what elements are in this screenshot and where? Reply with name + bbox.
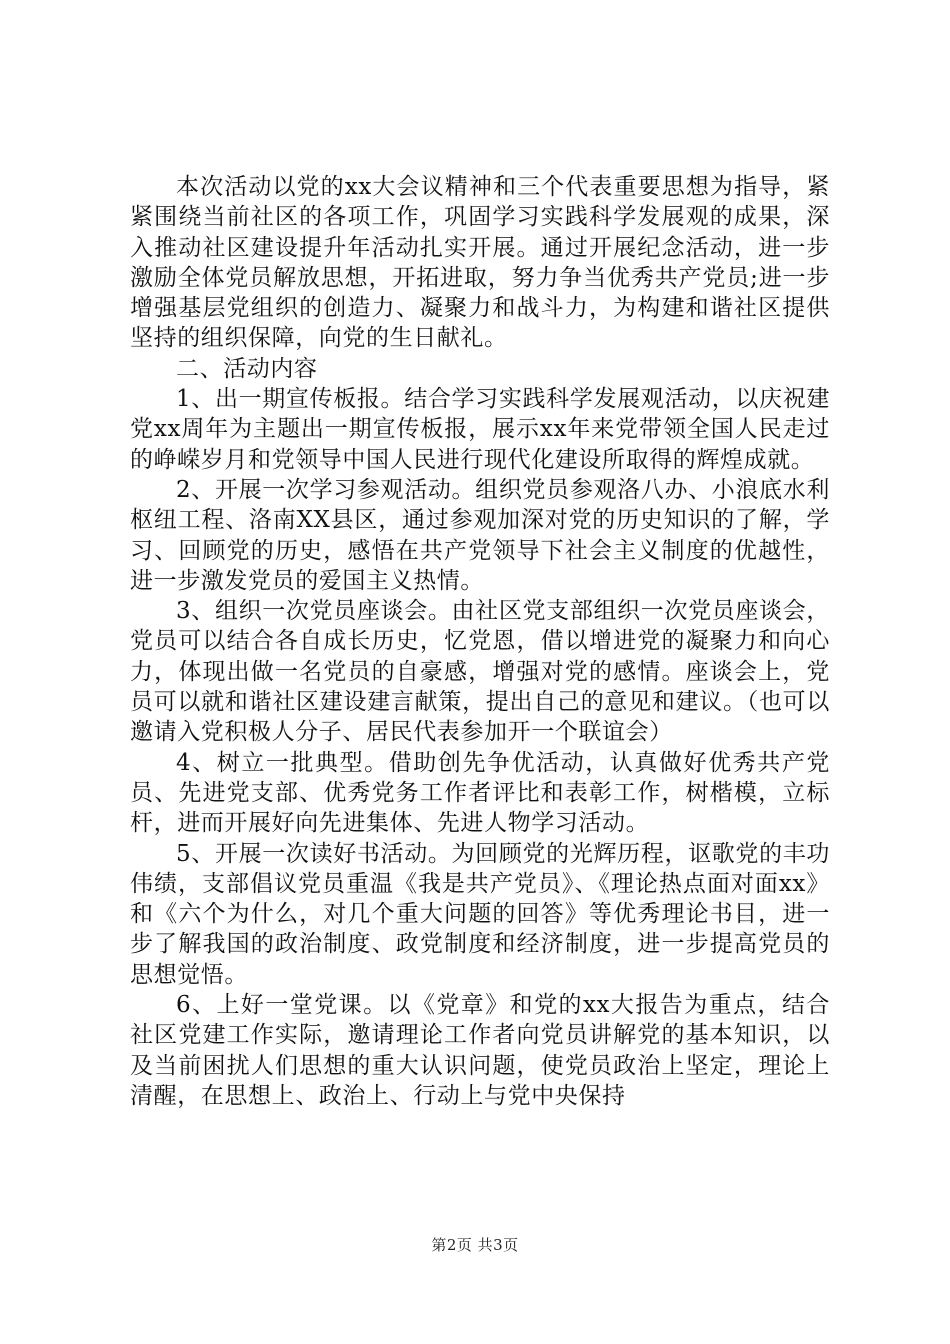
page-number-footer: 第2页 共3页 (431, 1236, 519, 1254)
activity-item-2: 2、开展一次学习参观活动。组织党员参观洛八办、小浪底水利枢纽工程、洛南XX县区，通过参观加深对党的历史知识的了解，学习、回顾党的历史，感悟在共产党领导下社会主义制度的优越性，进一步激发党员的爱国主义热情。 (130, 476, 830, 594)
activity-item-6: 6、上好一堂党课。以《党章》和党的xx大报告为重点，结合社区党建工作实际，邀请理论工作者向党员讲解党的基本知识，以及当前困扰人们思想的重大认识问题，使党员政治上坚定，理论上清醒，在思想上、政治上、行动上与党中央保持 (130, 992, 830, 1109)
intro-paragraph: 本次活动以党的xx大会议精神和三个代表重要思想为指导，紧紧围绕当前社区的各项工作，巩固学习实践科学发展观的成果，深入推动社区建设提升年活动扎实开展。通过开展纪念活动，进一步激励全体党员解放思想，开拓进取，努力争当优秀共产党员;进一步增强基层党组织的创造力、凝聚力和战斗力，为构建和谐社区提供坚持的组织保障，向党的生日献礼。 (130, 174, 830, 352)
section-heading: 二、活动内容 (176, 355, 318, 382)
activity-item-4: 4、树立一批典型。借助创先争优活动，认真做好优秀共产党员、先进党支部、优秀党务工作者评比和表彰工作，树楷模，立标杆，进而开展好向先进集体、先进人物学习活动。 (130, 749, 830, 837)
activity-item-3: 3、组织一次党员座谈会。由社区党支部组织一次党员座谈会，党员可以结合各自成长历史，忆党恩，借以增进党的凝聚力和向心力，体现出做一名党员的自豪感，增强对党的感情。座谈会上，党员可以就和谐社区建设建言献策，提出自己的意见和建议。（也可以邀请入党积极人分子、居民代表参加开一个联谊会） (130, 598, 830, 746)
document-body (130, 172, 830, 1111)
activity-item-5: 5、开展一次读好书活动。为回顾党的光辉历程，讴歌党的丰功伟绩，支部倡议党员重温《我是共产党员》、《理论热点面对面xx》和《六个为什么，对几个重大问题的回答》等优秀理论书目，进一步了解我国的政治制度、政党制度和经济制度，进一步提高党员的思想觉悟。 (130, 840, 830, 988)
activity-item-1: 1、出一期宣传板报。结合学习实践科学发展观活动，以庆祝建党xx周年为主题出一期宣传板报，展示xx年来党带领全国人民走过的峥嵘岁月和党领导中国人民进行现代化建设所取得的辉煌成就。 (130, 386, 830, 473)
